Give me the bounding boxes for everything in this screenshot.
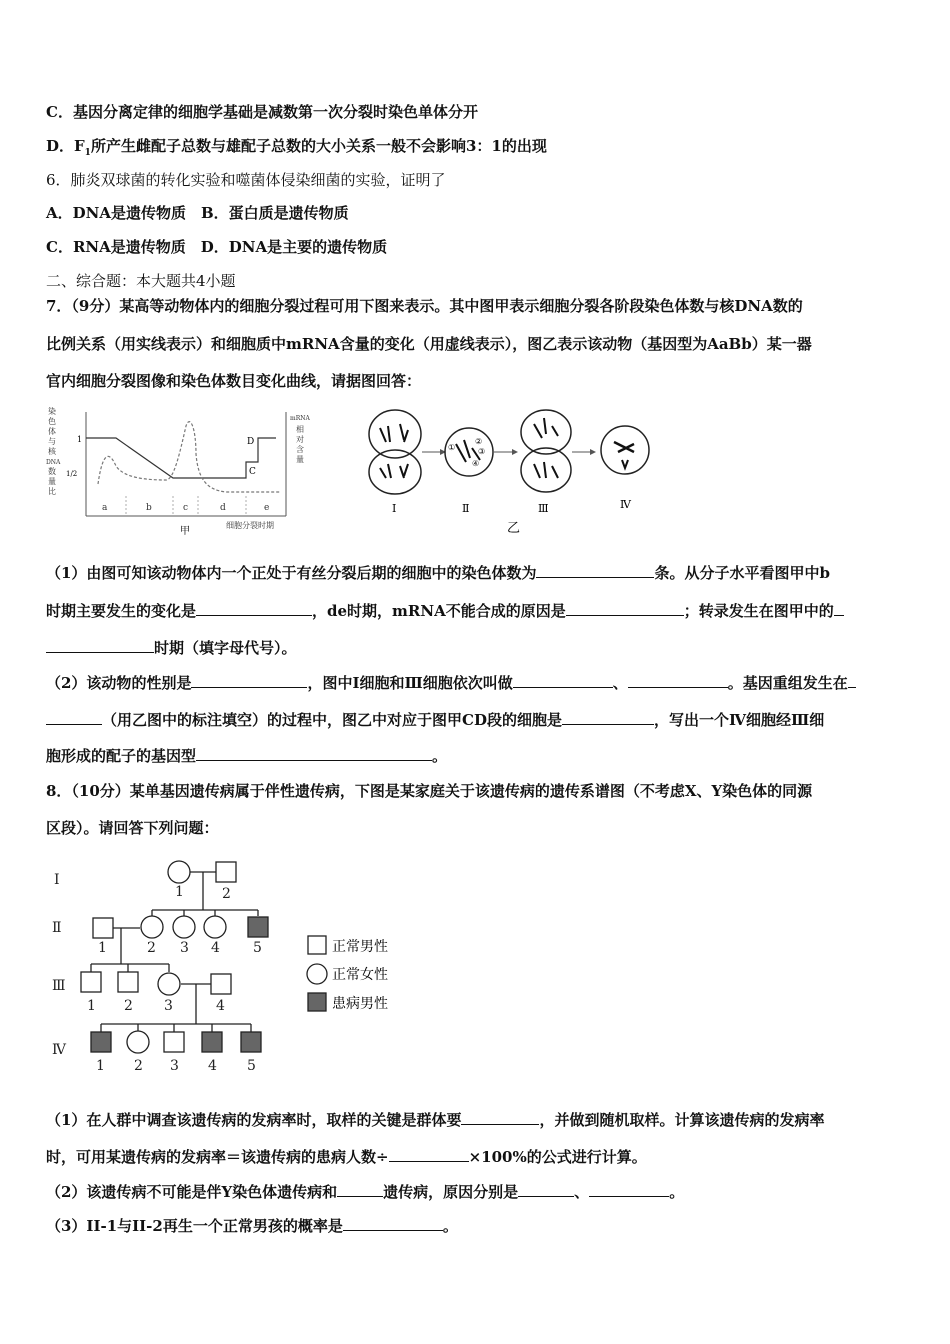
- jia-dashed-line: [98, 422, 281, 492]
- svg-text:相: 相: [296, 425, 304, 434]
- svg-text:④: ④: [472, 459, 480, 468]
- jia-tick-half: 1/2: [66, 470, 78, 478]
- II-4-female: [204, 916, 226, 938]
- yi-caption: 乙: [507, 521, 521, 536]
- cell-label-2: Ⅱ: [462, 502, 470, 515]
- q6-options-ab: A．DNA是遗传物质 B．蛋白质是遗传物质: [46, 204, 349, 222]
- jia-right-label: [290, 415, 310, 464]
- q8-stem-line1: 8．（10分）某单基因遗传病属于伴性遗传病，下图是某家庭关于该遗传病的遗传系谱图（不考虑X、Y染色体的同源: [46, 782, 813, 800]
- jia-xlabel: 细胞分裂时期: [226, 521, 274, 530]
- svg-text:Ⅱ: Ⅱ: [52, 920, 62, 936]
- IV-3-male: [164, 1032, 184, 1052]
- blank-input[interactable]: [518, 1182, 574, 1197]
- jia-label-c: C: [249, 467, 256, 477]
- svg-text:染: 染: [48, 407, 56, 416]
- q7-part2-line2: （用乙图中的标注填空）的过程中，图乙中对应于图甲CD段的细胞是 ，写出一个Ⅳ细胞经Ⅲ细: [46, 710, 824, 730]
- svg-text:d: d: [220, 503, 226, 513]
- svg-text:对: 对: [296, 435, 304, 444]
- svg-text:1: 1: [87, 998, 96, 1014]
- blank-input[interactable]: [343, 1216, 443, 1231]
- svg-text:2: 2: [134, 1058, 143, 1074]
- q8-part3: （3）II-1与II-2再生一个正常男孩的概率是 。: [46, 1217, 458, 1235]
- q7-part2-line1: （2）该动物的性别是 ，图中Ⅰ细胞和Ⅲ细胞依次叫做 、 。基因重组发生在: [46, 673, 856, 693]
- svg-text:mRNA: mRNA: [290, 415, 310, 422]
- cell-label-1: Ⅰ: [392, 502, 397, 515]
- q7-stem-line3: 官内细胞分裂图像和染色体数目变化曲线，请据图回答：: [46, 372, 422, 390]
- III-3-female: [158, 973, 180, 995]
- blank-input[interactable]: [513, 673, 613, 688]
- q6-stem: 6．肺炎双球菌的转化实验和噬菌体侵染细菌的实验，证明了: [46, 171, 446, 189]
- IV-2-female: [127, 1031, 149, 1053]
- svg-text:①: ①: [448, 443, 456, 452]
- svg-text:a: a: [102, 503, 108, 513]
- svg-text:色: 色: [48, 417, 56, 426]
- III-2-male: [118, 972, 138, 992]
- cell-label-3: Ⅲ: [538, 502, 549, 515]
- blank-input[interactable]: [337, 1182, 383, 1197]
- blank-input[interactable]: [589, 1182, 669, 1197]
- II-3-female: [173, 916, 195, 938]
- svg-text:c: c: [183, 503, 189, 513]
- blank-input[interactable]: [848, 673, 856, 688]
- jia-label-d: D: [247, 437, 255, 447]
- svg-text:正常男性: 正常男性: [332, 939, 388, 955]
- blank-input[interactable]: [389, 1147, 469, 1162]
- svg-text:3: 3: [180, 940, 189, 956]
- legend-affected-male: [308, 993, 326, 1011]
- blank-input[interactable]: [196, 601, 312, 616]
- svg-text:Ⅳ: Ⅳ: [52, 1042, 66, 1058]
- q7-stem-line1: 7．（9分）某高等动物体内的细胞分裂过程可用下图来表示。其中图甲表示细胞分裂各阶段染色体数与核DNA数的: [46, 297, 803, 315]
- cell-2: [445, 428, 493, 476]
- svg-text:e: e: [264, 503, 270, 513]
- legend-normal-female: [307, 964, 327, 984]
- q7-part1-line1: （1）由图可知该动物体内一个正处于有丝分裂后期的细胞中的染色体数为 条。从分子水平看图甲中b: [46, 564, 830, 582]
- svg-text:4: 4: [216, 998, 225, 1014]
- blank-input[interactable]: [566, 601, 684, 616]
- svg-text:数: 数: [48, 467, 56, 476]
- q6-options-cd: C．RNA是遗传物质 D．DNA是主要的遗传物质: [46, 238, 388, 256]
- svg-text:5: 5: [247, 1058, 256, 1074]
- svg-text:正常女性: 正常女性: [332, 967, 388, 983]
- q8-part1-line2: 时，可用某遗传病的发病率＝该遗传病的患病人数÷ ×100%的公式进行计算。: [46, 1148, 647, 1166]
- q7-part1-line2: 时期主要发生的变化是 ，de时期，mRNA不能合成的原因是 ；转录发生在图甲中的: [46, 601, 844, 621]
- III-4-male: [211, 974, 231, 994]
- I-2-male: [216, 862, 236, 882]
- pedigree-generations: [52, 872, 67, 1058]
- q5-option-c: C．基因分离定律的细胞学基础是减数第一次分裂时染色单体分开: [46, 103, 478, 121]
- IV-1-affected-male: [91, 1032, 111, 1052]
- svg-text:量: 量: [48, 477, 56, 486]
- svg-text:b: b: [146, 503, 152, 513]
- svg-text:量: 量: [296, 455, 304, 464]
- svg-text:Ⅲ: Ⅲ: [52, 978, 66, 994]
- IV-4-affected-male: [202, 1032, 222, 1052]
- svg-text:2: 2: [147, 940, 156, 956]
- svg-text:与: 与: [48, 437, 56, 446]
- cell-4: [601, 426, 649, 474]
- svg-text:3: 3: [164, 998, 173, 1014]
- jia-phase-labels: [102, 503, 269, 513]
- q5-option-d: D．$F_1$所产生雌配子总数与雄配子总数的大小关系一般不会影响3：1的出现: [46, 137, 547, 158]
- IV-5-affected-male: [241, 1032, 261, 1052]
- svg-text:1: 1: [98, 940, 107, 956]
- svg-text:患病男性: 患病男性: [332, 996, 388, 1012]
- svg-text:1: 1: [96, 1058, 105, 1074]
- blank-input[interactable]: [834, 601, 844, 616]
- jia-ylabel: [46, 406, 61, 496]
- cell-3: [521, 410, 571, 492]
- blank-input[interactable]: [196, 746, 432, 761]
- svg-text:DNA: DNA: [46, 459, 61, 466]
- blank-input[interactable]: [628, 673, 728, 688]
- blank-input[interactable]: [562, 710, 654, 725]
- q7-part2-line3: 胞形成的配子的基因型 。: [46, 747, 448, 765]
- arrow-2-head: [512, 449, 518, 455]
- blank-input[interactable]: [536, 563, 654, 578]
- svg-text:核: 核: [48, 447, 56, 456]
- svg-text:③: ③: [478, 447, 486, 456]
- svg-text:4: 4: [211, 940, 220, 956]
- q8-part1-line1: （1）在人群中调查该遗传病的发病率时，取样的关键是群体要 ，并做到随机取样。计算该遗传病的发病率: [46, 1111, 825, 1129]
- svg-text:②: ②: [475, 437, 483, 446]
- jia-tick-1: 1: [77, 435, 83, 444]
- blank-input[interactable]: [191, 673, 307, 688]
- svg-text:5: 5: [253, 940, 262, 956]
- pedigree-chart: [46, 850, 426, 1080]
- svg-text:比: 比: [48, 487, 56, 496]
- blank-input[interactable]: [461, 1110, 539, 1125]
- I-1-female: [168, 861, 190, 883]
- section-heading: 二、综合题：本大题共4小题: [46, 272, 236, 290]
- legend-normal-male: [308, 936, 326, 954]
- q7-part1-line3: 时期（填字母代号）。: [46, 638, 297, 658]
- q7-stem-line2: 比例关系（用实线表示）和细胞质中mRNA含量的变化（用虚线表示），图乙表示该动物（基因型为AaBb）某一器: [46, 335, 812, 353]
- svg-text:3: 3: [170, 1058, 179, 1074]
- II-1-male: [93, 918, 113, 938]
- jia-caption: 甲: [180, 526, 190, 537]
- blank-input[interactable]: [46, 710, 102, 725]
- II-2-female: [141, 916, 163, 938]
- cell-label-4: Ⅳ: [620, 498, 631, 511]
- cell-1: [369, 410, 421, 494]
- svg-text:1: 1: [175, 884, 184, 900]
- III-1-male: [81, 972, 101, 992]
- svg-text:2: 2: [222, 886, 231, 902]
- svg-text:Ⅰ: Ⅰ: [54, 872, 60, 888]
- q8-stem-line2: 区段）。请回答下列问题：: [46, 819, 219, 837]
- figure-yi: [352, 404, 662, 539]
- svg-text:2: 2: [124, 998, 133, 1014]
- pedigree-legend: [307, 936, 388, 1012]
- svg-text:4: 4: [208, 1058, 217, 1074]
- svg-text:含: 含: [296, 445, 304, 454]
- q8-part2: （2）该遗传病不可能是伴Y染色体遗传病和 遗传病，原因分别是 、 。: [46, 1183, 685, 1201]
- arrow-3-head: [590, 449, 596, 455]
- II-5-affected-male: [248, 917, 268, 937]
- figure-jia: [46, 404, 316, 539]
- blank-input[interactable]: [46, 638, 154, 653]
- svg-text:体: 体: [48, 427, 56, 436]
